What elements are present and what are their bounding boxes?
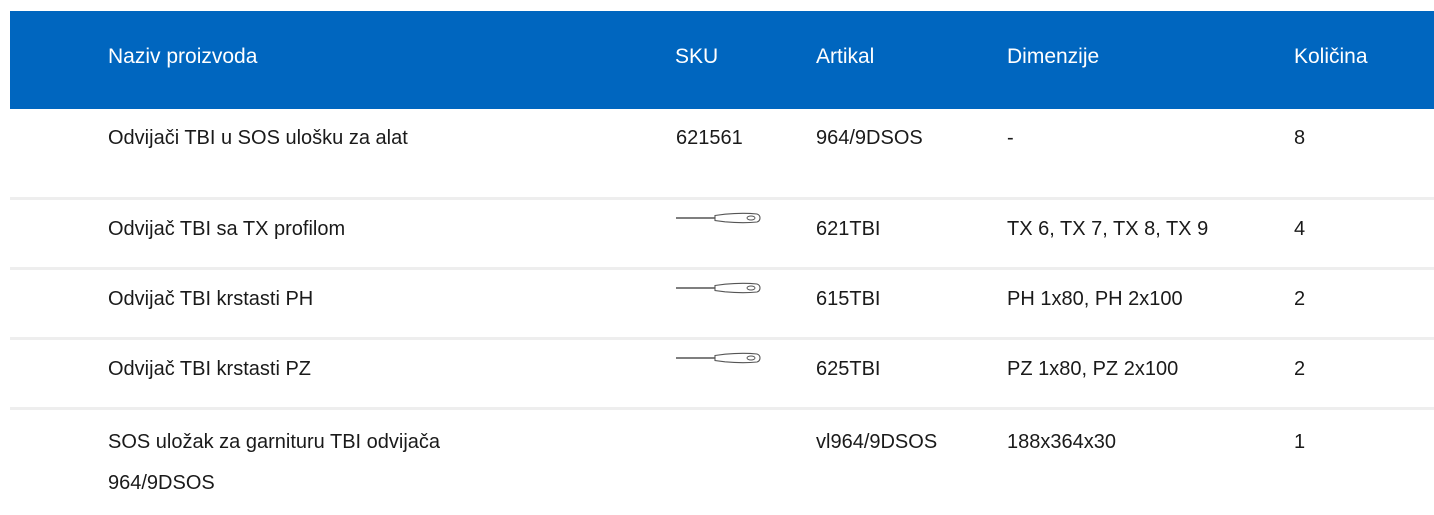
table-row xyxy=(10,410,1434,504)
product-name: Odvijač TBI krstasti PH xyxy=(108,288,314,310)
table-row xyxy=(10,200,1434,270)
table-row xyxy=(10,109,1434,200)
header-quantity: Količina xyxy=(1294,45,1368,68)
product-dimensions: - xyxy=(1007,127,1014,149)
product-quantity: 4 xyxy=(1294,218,1306,240)
product-quantity: 2 xyxy=(1294,288,1306,310)
product-article: 625TBI xyxy=(816,358,881,380)
header-sku: SKU xyxy=(675,45,719,68)
product-article: 615TBI xyxy=(816,288,881,310)
product-quantity: 1 xyxy=(1294,431,1306,453)
header-dimensions: Dimenzije xyxy=(1007,45,1100,68)
product-name: Odvijači TBI u SOS ulošku za alat xyxy=(108,127,408,149)
header-product-name: Naziv proizvoda xyxy=(108,45,258,68)
product-dimensions: PH 1x80, PH 2x100 xyxy=(1007,288,1183,310)
screwdriver-icon xyxy=(675,211,761,225)
table-header xyxy=(10,11,1434,109)
product-dimensions: PZ 1x80, PZ 2x100 xyxy=(1007,358,1179,380)
product-article: 621TBI xyxy=(816,218,881,240)
table-row xyxy=(10,340,1434,410)
product-quantity: 8 xyxy=(1294,127,1306,149)
product-quantity: 2 xyxy=(1294,358,1306,380)
screwdriver-icon xyxy=(675,281,761,295)
header-article: Artikal xyxy=(816,45,875,68)
product-article: 964/9DSOS xyxy=(816,127,923,149)
product-dimensions: TX 6, TX 7, TX 8, TX 9 xyxy=(1007,218,1209,240)
product-table xyxy=(10,11,1434,504)
table-row xyxy=(10,270,1434,340)
product-sku: 621561 xyxy=(676,127,743,149)
product-name: SOS uložak za garnituru TBI odvijača 964/9DSOS xyxy=(108,431,441,494)
product-name: Odvijač TBI sa TX profilom xyxy=(108,218,346,240)
product-name: Odvijač TBI krstasti PZ xyxy=(108,358,312,380)
product-dimensions: 188x364x30 xyxy=(1007,431,1116,453)
product-article: vl964/9DSOS xyxy=(816,431,938,453)
screwdriver-icon xyxy=(675,351,761,365)
